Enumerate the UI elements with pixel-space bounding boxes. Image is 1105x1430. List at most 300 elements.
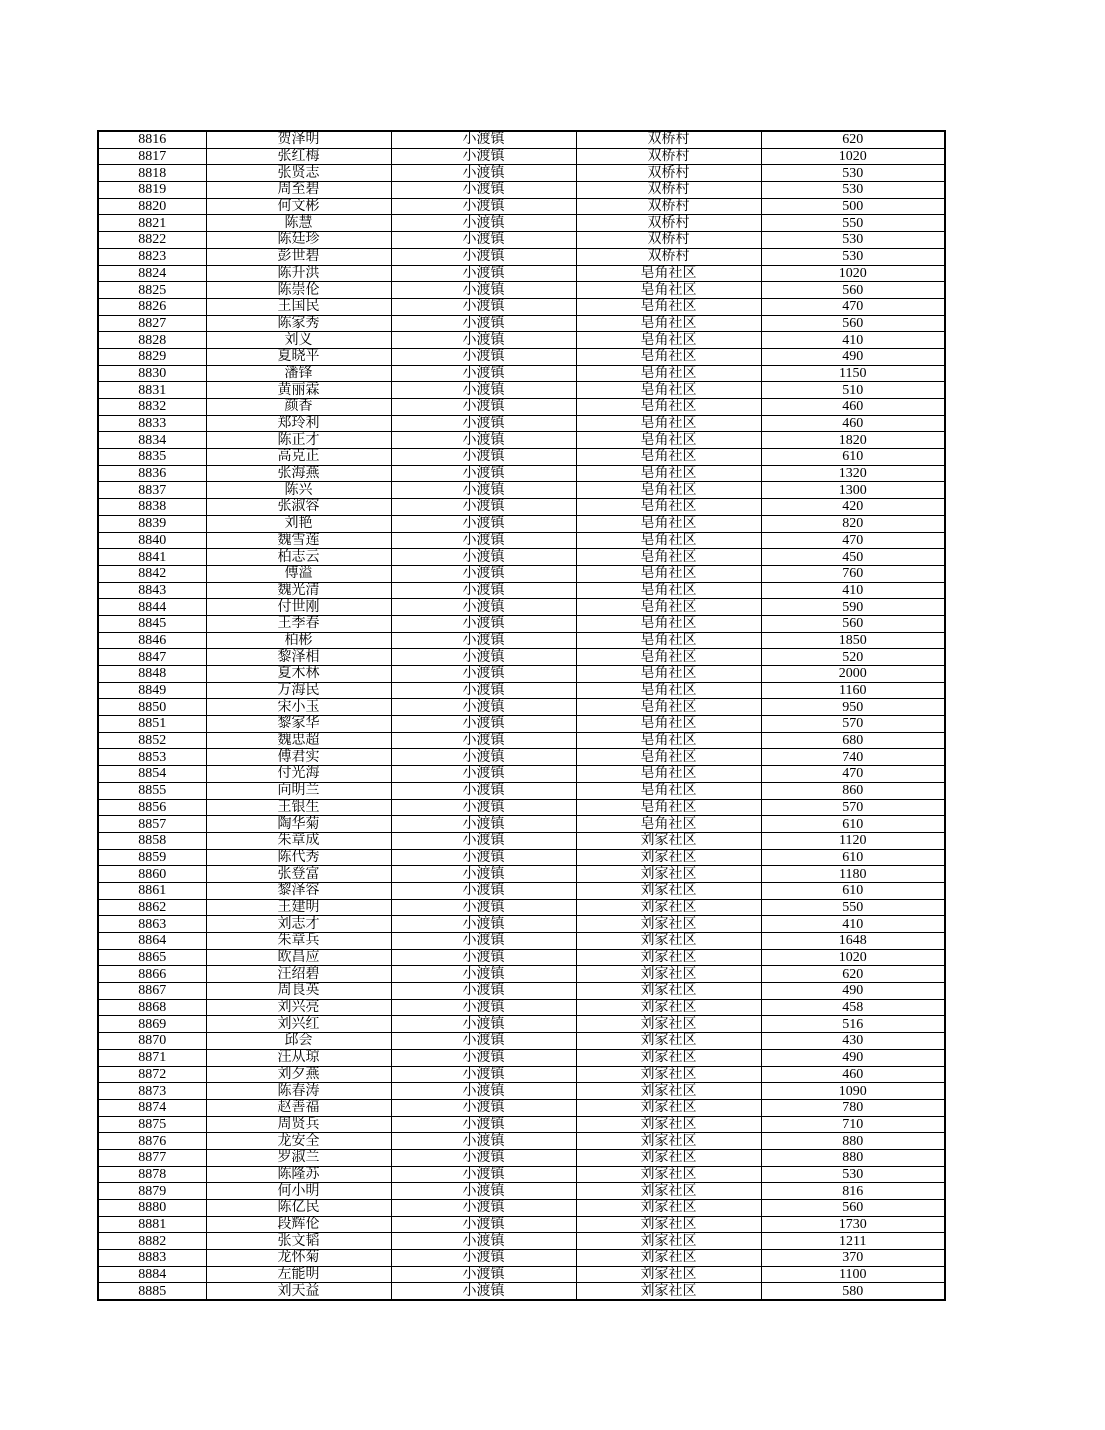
village-cell: 皂角社区 <box>576 482 761 499</box>
row-number-cell: 8874 <box>98 1099 206 1116</box>
name-cell: 张淑容 <box>206 499 391 516</box>
row-number-cell: 8877 <box>98 1149 206 1166</box>
name-cell: 王季春 <box>206 615 391 632</box>
town-cell: 小渡镇 <box>391 1183 576 1200</box>
name-cell: 陈慧 <box>206 215 391 232</box>
name-cell: 宋小玉 <box>206 699 391 716</box>
town-cell: 小渡镇 <box>391 248 576 265</box>
name-cell: 邱会 <box>206 1033 391 1050</box>
row-number-cell: 8823 <box>98 248 206 265</box>
village-cell: 皂角社区 <box>576 499 761 516</box>
name-cell: 罗淑兰 <box>206 1149 391 1166</box>
amount-cell: 420 <box>761 499 945 516</box>
village-cell: 刘家社区 <box>576 882 761 899</box>
row-number-cell: 8869 <box>98 1016 206 1033</box>
row-number-cell: 8840 <box>98 532 206 549</box>
name-cell: 欧昌应 <box>206 949 391 966</box>
row-number-cell: 8881 <box>98 1216 206 1233</box>
village-cell: 皂角社区 <box>576 415 761 432</box>
name-cell: 付世刚 <box>206 599 391 616</box>
table-row <box>98 1283 945 1300</box>
amount-cell: 860 <box>761 782 945 799</box>
town-cell: 小渡镇 <box>391 1083 576 1100</box>
village-cell: 刘家社区 <box>576 1033 761 1050</box>
amount-cell: 550 <box>761 215 945 232</box>
name-cell: 段辉伦 <box>206 1216 391 1233</box>
table-row <box>98 515 945 532</box>
name-cell: 王银生 <box>206 799 391 816</box>
village-cell: 皂角社区 <box>576 699 761 716</box>
table-row <box>98 1033 945 1050</box>
table-row <box>98 482 945 499</box>
table-row <box>98 1133 945 1150</box>
name-cell: 刘艳 <box>206 515 391 532</box>
town-cell: 小渡镇 <box>391 949 576 966</box>
amount-cell: 490 <box>761 983 945 1000</box>
row-number-cell: 8834 <box>98 432 206 449</box>
name-cell: 张登富 <box>206 866 391 883</box>
table-row <box>98 1250 945 1267</box>
amount-cell: 1120 <box>761 832 945 849</box>
name-cell: 夏木林 <box>206 666 391 683</box>
table-row <box>98 816 945 833</box>
village-cell: 皂角社区 <box>576 666 761 683</box>
name-cell: 陈升洪 <box>206 265 391 282</box>
village-cell: 刘家社区 <box>576 1099 761 1116</box>
row-number-cell: 8863 <box>98 916 206 933</box>
row-number-cell: 8829 <box>98 348 206 365</box>
village-cell: 刘家社区 <box>576 1049 761 1066</box>
name-cell: 夏晓平 <box>206 348 391 365</box>
table-row <box>98 499 945 516</box>
row-number-cell: 8870 <box>98 1033 206 1050</box>
table-row <box>98 532 945 549</box>
name-cell: 左能明 <box>206 1266 391 1283</box>
row-number-cell: 8860 <box>98 866 206 883</box>
amount-cell: 460 <box>761 1066 945 1083</box>
name-cell: 王建明 <box>206 899 391 916</box>
town-cell: 小渡镇 <box>391 966 576 983</box>
amount-cell: 610 <box>761 849 945 866</box>
name-cell: 陈正才 <box>206 432 391 449</box>
table-row <box>98 265 945 282</box>
village-cell: 刘家社区 <box>576 899 761 916</box>
name-cell: 龙安全 <box>206 1133 391 1150</box>
town-cell: 小渡镇 <box>391 1216 576 1233</box>
name-cell: 赵善福 <box>206 1099 391 1116</box>
town-cell: 小渡镇 <box>391 749 576 766</box>
amount-cell: 500 <box>761 198 945 215</box>
village-cell: 皂角社区 <box>576 332 761 349</box>
row-number-cell: 8861 <box>98 882 206 899</box>
village-cell: 刘家社区 <box>576 1166 761 1183</box>
town-cell: 小渡镇 <box>391 615 576 632</box>
town-cell: 小渡镇 <box>391 549 576 566</box>
village-cell: 双桥村 <box>576 215 761 232</box>
row-number-cell: 8841 <box>98 549 206 566</box>
table-row <box>98 732 945 749</box>
town-cell: 小渡镇 <box>391 565 576 582</box>
town-cell: 小渡镇 <box>391 165 576 182</box>
row-number-cell: 8859 <box>98 849 206 866</box>
table-row <box>98 382 945 399</box>
name-cell: 黎泽相 <box>206 649 391 666</box>
name-cell: 陶华菊 <box>206 816 391 833</box>
amount-cell: 620 <box>761 966 945 983</box>
table-row <box>98 465 945 482</box>
village-cell: 刘家社区 <box>576 849 761 866</box>
name-cell: 汪从琼 <box>206 1049 391 1066</box>
amount-cell: 1090 <box>761 1083 945 1100</box>
village-cell: 刘家社区 <box>576 1183 761 1200</box>
amount-cell: 880 <box>761 1149 945 1166</box>
row-number-cell: 8883 <box>98 1250 206 1267</box>
amount-cell: 680 <box>761 732 945 749</box>
town-cell: 小渡镇 <box>391 198 576 215</box>
table-row <box>98 716 945 733</box>
town-cell: 小渡镇 <box>391 232 576 249</box>
amount-cell: 470 <box>761 532 945 549</box>
village-cell: 刘家社区 <box>576 1133 761 1150</box>
name-cell: 傅溢 <box>206 565 391 582</box>
table-row <box>98 599 945 616</box>
name-cell: 周至碧 <box>206 182 391 199</box>
table-row <box>98 1266 945 1283</box>
village-cell: 刘家社区 <box>576 1216 761 1233</box>
amount-cell: 530 <box>761 232 945 249</box>
amount-cell: 1180 <box>761 866 945 883</box>
name-cell: 王国民 <box>206 298 391 315</box>
amount-cell: 458 <box>761 999 945 1016</box>
amount-cell: 410 <box>761 582 945 599</box>
table-row <box>98 849 945 866</box>
row-number-cell: 8862 <box>98 899 206 916</box>
village-cell: 皂角社区 <box>576 348 761 365</box>
village-cell: 皂角社区 <box>576 799 761 816</box>
amount-cell: 530 <box>761 248 945 265</box>
table-row <box>98 933 945 950</box>
town-cell: 小渡镇 <box>391 766 576 783</box>
amount-cell: 780 <box>761 1099 945 1116</box>
village-cell: 皂角社区 <box>576 716 761 733</box>
town-cell: 小渡镇 <box>391 1116 576 1133</box>
row-number-cell: 8821 <box>98 215 206 232</box>
village-cell: 刘家社区 <box>576 1016 761 1033</box>
town-cell: 小渡镇 <box>391 1283 576 1300</box>
name-cell: 张文韬 <box>206 1233 391 1250</box>
town-cell: 小渡镇 <box>391 532 576 549</box>
table-row <box>98 332 945 349</box>
row-number-cell: 8839 <box>98 515 206 532</box>
table-row <box>98 882 945 899</box>
row-number-cell: 8853 <box>98 749 206 766</box>
village-cell: 皂角社区 <box>576 265 761 282</box>
village-cell: 皂角社区 <box>576 465 761 482</box>
town-cell: 小渡镇 <box>391 933 576 950</box>
row-number-cell: 8817 <box>98 148 206 165</box>
name-cell: 陈廷珍 <box>206 232 391 249</box>
amount-cell: 450 <box>761 549 945 566</box>
village-cell: 皂角社区 <box>576 298 761 315</box>
table-row <box>98 432 945 449</box>
table-row <box>98 315 945 332</box>
amount-cell: 410 <box>761 332 945 349</box>
town-cell: 小渡镇 <box>391 415 576 432</box>
town-cell: 小渡镇 <box>391 432 576 449</box>
village-cell: 刘家社区 <box>576 916 761 933</box>
village-cell: 皂角社区 <box>576 449 761 466</box>
village-cell: 皂角社区 <box>576 732 761 749</box>
amount-cell: 950 <box>761 699 945 716</box>
row-number-cell: 8833 <box>98 415 206 432</box>
amount-cell: 510 <box>761 382 945 399</box>
town-cell: 小渡镇 <box>391 1049 576 1066</box>
table-row <box>98 248 945 265</box>
village-cell: 双桥村 <box>576 131 761 148</box>
row-number-cell: 8816 <box>98 131 206 148</box>
name-cell: 柏彬 <box>206 632 391 649</box>
town-cell: 小渡镇 <box>391 482 576 499</box>
name-cell: 朱章兵 <box>206 933 391 950</box>
name-cell: 陈兴 <box>206 482 391 499</box>
village-cell: 皂角社区 <box>576 682 761 699</box>
row-number-cell: 8832 <box>98 399 206 416</box>
town-cell: 小渡镇 <box>391 1133 576 1150</box>
table-row <box>98 148 945 165</box>
name-cell: 张海燕 <box>206 465 391 482</box>
village-cell: 皂角社区 <box>576 816 761 833</box>
village-cell: 皂角社区 <box>576 782 761 799</box>
table-row <box>98 449 945 466</box>
row-number-cell: 8824 <box>98 265 206 282</box>
village-cell: 皂角社区 <box>576 282 761 299</box>
name-cell: 黎家华 <box>206 716 391 733</box>
table-row <box>98 799 945 816</box>
table-row <box>98 615 945 632</box>
table-body <box>98 131 945 1300</box>
amount-cell: 1100 <box>761 1266 945 1283</box>
table-row <box>98 1149 945 1166</box>
town-cell: 小渡镇 <box>391 148 576 165</box>
table-row <box>98 632 945 649</box>
table-row <box>98 666 945 683</box>
name-cell: 付光海 <box>206 766 391 783</box>
amount-cell: 760 <box>761 565 945 582</box>
row-number-cell: 8867 <box>98 983 206 1000</box>
amount-cell: 560 <box>761 315 945 332</box>
name-cell: 张红梅 <box>206 148 391 165</box>
table-row <box>98 649 945 666</box>
village-cell: 刘家社区 <box>576 1250 761 1267</box>
row-number-cell: 8866 <box>98 966 206 983</box>
table-row <box>98 782 945 799</box>
table-row <box>98 232 945 249</box>
amount-cell: 516 <box>761 1016 945 1033</box>
amount-cell: 560 <box>761 1200 945 1217</box>
row-number-cell: 8844 <box>98 599 206 616</box>
amount-cell: 1020 <box>761 265 945 282</box>
table-row <box>98 1066 945 1083</box>
town-cell: 小渡镇 <box>391 599 576 616</box>
amount-cell: 610 <box>761 449 945 466</box>
amount-cell: 1160 <box>761 682 945 699</box>
name-cell: 陈家秀 <box>206 315 391 332</box>
row-number-cell: 8822 <box>98 232 206 249</box>
name-cell: 陈崇伦 <box>206 282 391 299</box>
town-cell: 小渡镇 <box>391 582 576 599</box>
village-cell: 刘家社区 <box>576 1083 761 1100</box>
village-cell: 双桥村 <box>576 198 761 215</box>
village-cell: 刘家社区 <box>576 1149 761 1166</box>
name-cell: 贺泽明 <box>206 131 391 148</box>
name-cell: 朱章成 <box>206 832 391 849</box>
town-cell: 小渡镇 <box>391 632 576 649</box>
town-cell: 小渡镇 <box>391 716 576 733</box>
row-number-cell: 8876 <box>98 1133 206 1150</box>
name-cell: 陈亿民 <box>206 1200 391 1217</box>
name-cell: 郑玲利 <box>206 415 391 432</box>
town-cell: 小渡镇 <box>391 882 576 899</box>
table-row <box>98 1083 945 1100</box>
town-cell: 小渡镇 <box>391 899 576 916</box>
table-row <box>98 1099 945 1116</box>
town-cell: 小渡镇 <box>391 999 576 1016</box>
town-cell: 小渡镇 <box>391 265 576 282</box>
row-number-cell: 8848 <box>98 666 206 683</box>
town-cell: 小渡镇 <box>391 399 576 416</box>
town-cell: 小渡镇 <box>391 732 576 749</box>
amount-cell: 590 <box>761 599 945 616</box>
village-cell: 皂角社区 <box>576 766 761 783</box>
town-cell: 小渡镇 <box>391 215 576 232</box>
town-cell: 小渡镇 <box>391 1166 576 1183</box>
row-number-cell: 8826 <box>98 298 206 315</box>
row-number-cell: 8850 <box>98 699 206 716</box>
row-number-cell: 8842 <box>98 565 206 582</box>
row-number-cell: 8857 <box>98 816 206 833</box>
amount-cell: 490 <box>761 348 945 365</box>
row-number-cell: 8864 <box>98 933 206 950</box>
name-cell: 彭世碧 <box>206 248 391 265</box>
amount-cell: 430 <box>761 1033 945 1050</box>
village-cell: 皂角社区 <box>576 632 761 649</box>
name-cell: 向明兰 <box>206 782 391 799</box>
town-cell: 小渡镇 <box>391 1016 576 1033</box>
row-number-cell: 8868 <box>98 999 206 1016</box>
table-row <box>98 1183 945 1200</box>
town-cell: 小渡镇 <box>391 1250 576 1267</box>
table-row <box>98 549 945 566</box>
table-row <box>98 999 945 1016</box>
table-row <box>98 1200 945 1217</box>
village-cell: 皂角社区 <box>576 565 761 582</box>
table-row <box>98 949 945 966</box>
name-cell: 魏忠超 <box>206 732 391 749</box>
row-number-cell: 8858 <box>98 832 206 849</box>
village-cell: 皂角社区 <box>576 549 761 566</box>
village-cell: 双桥村 <box>576 232 761 249</box>
village-cell: 皂角社区 <box>576 382 761 399</box>
name-cell: 刘志才 <box>206 916 391 933</box>
town-cell: 小渡镇 <box>391 515 576 532</box>
village-cell: 刘家社区 <box>576 983 761 1000</box>
row-number-cell: 8846 <box>98 632 206 649</box>
village-cell: 刘家社区 <box>576 949 761 966</box>
row-number-cell: 8855 <box>98 782 206 799</box>
town-cell: 小渡镇 <box>391 298 576 315</box>
row-number-cell: 8830 <box>98 365 206 382</box>
amount-cell: 460 <box>761 399 945 416</box>
table-row <box>98 348 945 365</box>
town-cell: 小渡镇 <box>391 332 576 349</box>
amount-cell: 1730 <box>761 1216 945 1233</box>
table-row <box>98 1016 945 1033</box>
village-cell: 皂角社区 <box>576 365 761 382</box>
name-cell: 黄丽霖 <box>206 382 391 399</box>
table-row <box>98 282 945 299</box>
name-cell: 刘天益 <box>206 1283 391 1300</box>
town-cell: 小渡镇 <box>391 282 576 299</box>
row-number-cell: 8849 <box>98 682 206 699</box>
table-row <box>98 399 945 416</box>
name-cell: 陈隆苏 <box>206 1166 391 1183</box>
table-row <box>98 215 945 232</box>
town-cell: 小渡镇 <box>391 131 576 148</box>
town-cell: 小渡镇 <box>391 1233 576 1250</box>
name-cell: 周贤兵 <box>206 1116 391 1133</box>
town-cell: 小渡镇 <box>391 1200 576 1217</box>
name-cell: 潘锋 <box>206 365 391 382</box>
table-row <box>98 165 945 182</box>
amount-cell: 1150 <box>761 365 945 382</box>
name-cell: 黎泽容 <box>206 882 391 899</box>
table-row <box>98 1216 945 1233</box>
amount-cell: 580 <box>761 1283 945 1300</box>
row-number-cell: 8871 <box>98 1049 206 1066</box>
table-row <box>98 699 945 716</box>
name-cell: 刘义 <box>206 332 391 349</box>
town-cell: 小渡镇 <box>391 649 576 666</box>
name-cell: 万海民 <box>206 682 391 699</box>
village-cell: 皂角社区 <box>576 315 761 332</box>
amount-cell: 560 <box>761 615 945 632</box>
row-number-cell: 8879 <box>98 1183 206 1200</box>
name-cell: 刘夕燕 <box>206 1066 391 1083</box>
row-number-cell: 8856 <box>98 799 206 816</box>
name-cell: 柏志云 <box>206 549 391 566</box>
amount-cell: 620 <box>761 131 945 148</box>
table-row <box>98 766 945 783</box>
village-cell: 刘家社区 <box>576 1283 761 1300</box>
name-cell: 周良英 <box>206 983 391 1000</box>
town-cell: 小渡镇 <box>391 1266 576 1283</box>
town-cell: 小渡镇 <box>391 1149 576 1166</box>
village-cell: 皂角社区 <box>576 399 761 416</box>
town-cell: 小渡镇 <box>391 782 576 799</box>
amount-cell: 470 <box>761 298 945 315</box>
amount-cell: 490 <box>761 1049 945 1066</box>
table-row <box>98 899 945 916</box>
row-number-cell: 8884 <box>98 1266 206 1283</box>
amount-cell: 560 <box>761 282 945 299</box>
name-cell: 魏雪莲 <box>206 532 391 549</box>
village-cell: 皂角社区 <box>576 515 761 532</box>
table-row <box>98 749 945 766</box>
row-number-cell: 8818 <box>98 165 206 182</box>
amount-cell: 1320 <box>761 465 945 482</box>
village-cell: 刘家社区 <box>576 1066 761 1083</box>
town-cell: 小渡镇 <box>391 916 576 933</box>
